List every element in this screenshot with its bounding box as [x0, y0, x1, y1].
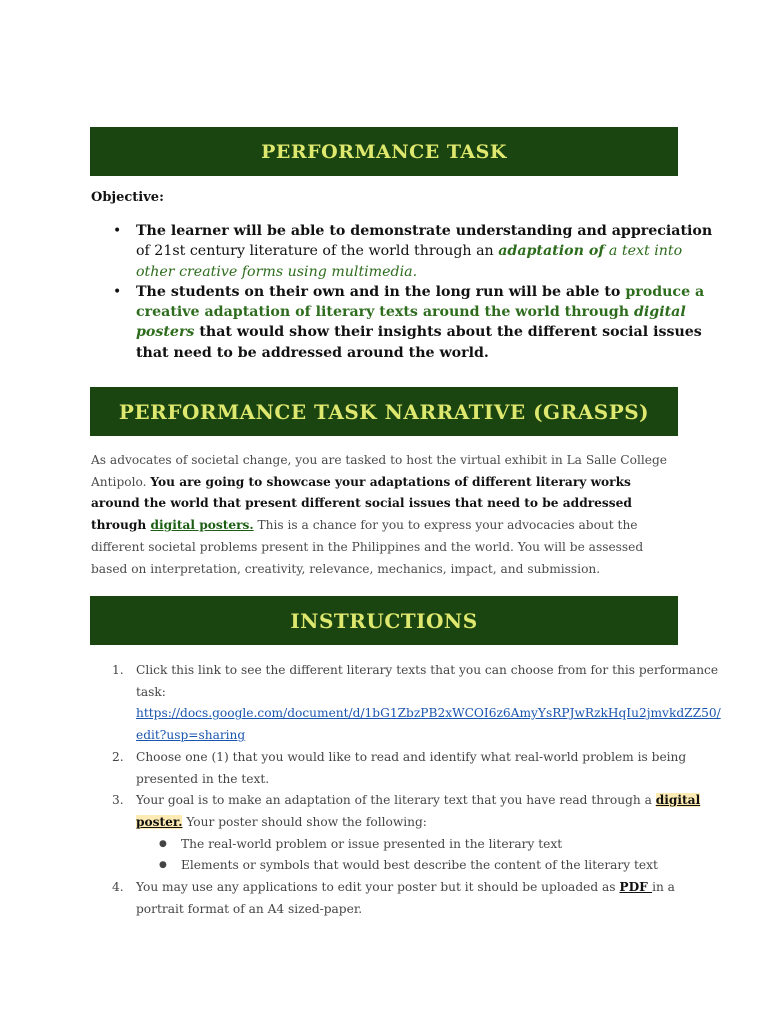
- instruction-number: 3.: [112, 793, 124, 808]
- digital-posters-link[interactable]: digital posters.: [150, 518, 254, 533]
- instruction-text: You may use any applications to edit your poster but it should be uploaded as: [136, 880, 620, 895]
- performance-task-banner: [90, 127, 678, 176]
- objective-label: Objective:: [91, 190, 164, 205]
- narrative-paragraph: [91, 450, 671, 580]
- instruction-number: 4.: [112, 880, 124, 895]
- instructions-banner: [90, 596, 678, 645]
- instruction-text: Choose one (1) that you would like to read and identify what real-world problem is being presented in the text.: [136, 749, 687, 786]
- instruction-text: Your goal is to make an adaptation of the literary text that you have read through a: [136, 793, 656, 808]
- objective-text-bold-end: that would show their insights about the different social issues that need to be addressed around the world.: [136, 324, 702, 361]
- poster-requirement-item: ● Elements or symbols that would best describe the content of the literary text: [181, 855, 726, 877]
- objective-emphasis: digital posters: [136, 304, 686, 341]
- objective-text: of 21st century literature of the world through an: [136, 243, 499, 260]
- narrative-text-bold: You are going to showcase your adaptations of different literary works around the world that present different social issues that need to be addressed through: [91, 474, 632, 533]
- instruction-number: 1.: [112, 663, 124, 677]
- objective-text-bold: The students on their own and in the long run will be able to: [136, 283, 626, 300]
- objective-green-text: produce a creative adaptation of literary texts around the world through: [136, 283, 705, 321]
- literary-texts-link[interactable]: https://docs.google.com/document/d/1bG1ZbzPB2xWCOI6z6AmyYsRPJwRzkHqIu2jmvkdZZ50/edit?usp=sharing: [136, 706, 721, 743]
- pdf-format-label: PDF: [619, 880, 653, 895]
- poster-requirements-list: [136, 834, 726, 877]
- instruction-item: [112, 660, 726, 747]
- digital-poster-highlight: digital poster.: [136, 793, 701, 829]
- objective-item: [136, 282, 724, 363]
- objective-emphasis: adaptation of: [498, 243, 605, 260]
- performance-task-heading: PERFORMANCE TASK: [261, 140, 507, 163]
- narrative-heading: PERFORMANCE TASK NARRATIVE (GRASPS): [118, 399, 650, 424]
- objective-list: [90, 221, 724, 363]
- instruction-item: [112, 790, 726, 877]
- instruction-text-after: Your poster should show the following:: [182, 814, 427, 829]
- instruction-item: [112, 877, 726, 920]
- objective-item: [136, 221, 724, 282]
- instructions-list: [90, 660, 726, 920]
- objective-text-bold: The learner will be able to demonstrate understanding and appreciation: [136, 223, 713, 239]
- instruction-text-after: in a portrait format of an A4 sized-paper.: [136, 880, 675, 916]
- narrative-text: As advocates of societal change, you are tasked to host the virtual exhibit in La Salle College Antipolo.: [91, 453, 667, 489]
- narrative-text-end: This is a chance for you to express your advocacies about the different societal problems present in the Philippines and the world. You will be assessed based on interpretation, creativity, relevance, mechanics, impact, and submission.: [91, 518, 644, 576]
- narrative-banner: [90, 387, 678, 436]
- poster-requirement-item: ● The real-world problem or issue presented in the literary text: [181, 834, 726, 856]
- instruction-item: [112, 747, 726, 790]
- instruction-number: 2.: [112, 749, 124, 764]
- instructions-heading: INSTRUCTIONS: [290, 608, 478, 633]
- objective-emphasis-continued: a text into other creative forms using multimedia.: [136, 243, 683, 280]
- instruction-text: Click this link to see the different literary texts that you can choose from for this performance task:: [136, 663, 719, 699]
